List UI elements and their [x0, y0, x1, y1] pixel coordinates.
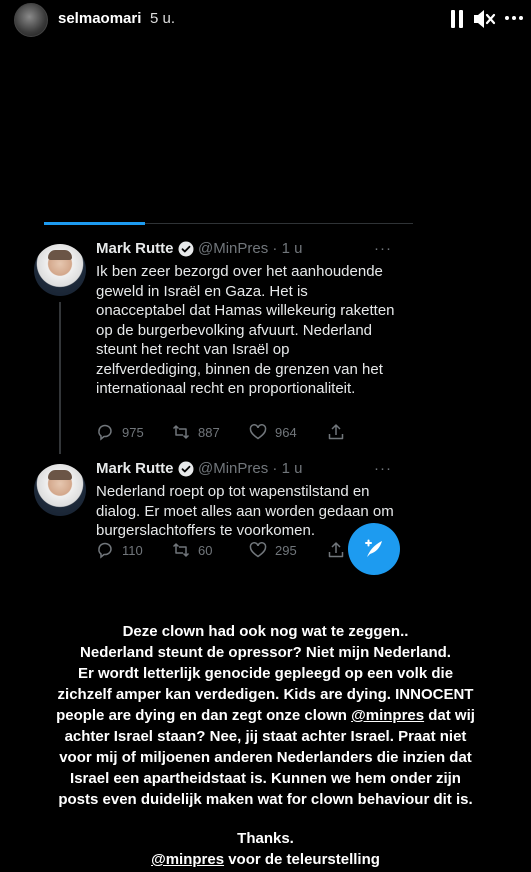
retweet-button[interactable]: [172, 422, 220, 442]
tab-divider: [145, 223, 413, 224]
caption-line: Nederland steunt de opressor? Niet mijn Nederland.: [80, 644, 451, 661]
signoff-text: voor de teleurstelling: [224, 851, 380, 868]
tweet-actions: [96, 540, 366, 560]
reply-count: 975: [122, 424, 144, 440]
mute-icon[interactable]: [472, 8, 496, 30]
caption-line: [10, 705, 521, 726]
share-icon: [327, 423, 345, 441]
caption-line: posts even duidelijk maken wat for clown behaviour dit is.: [58, 791, 473, 808]
tweet-1[interactable]: [18, 226, 413, 452]
mention-link[interactable]: @minpres: [151, 851, 225, 868]
tweet-handle[interactable]: @MinPres · 1 u: [198, 460, 303, 477]
caption-line: achter Israel staan? Nee, jij staat achter Israel. Praat niet: [64, 728, 467, 745]
tweet-text: Ik ben zeer bezorgd over het aanhoudende geweld in Israël en Gaza. Het is onacceptabel dat Hamas willekeurig raketten op de burgerbevolking afvuurt. Nederland steunt het recht van Israël op zelfverdediging, binnen de grenzen van het internationaal recht en proportionaliteit.: [96, 263, 395, 397]
thread-line: [59, 302, 61, 454]
reply-count: 110: [122, 542, 143, 558]
reply-button[interactable]: [96, 540, 143, 560]
retweet-icon: [172, 541, 190, 559]
avatar[interactable]: [14, 3, 48, 37]
like-button[interactable]: [249, 540, 297, 560]
retweet-icon: [172, 423, 190, 441]
compose-tweet-icon: [362, 537, 386, 561]
tweet-text: Nederland roept op tot wapenstilstand en dialog. Er moet alles aan worden gedaan om burgerslachtoffers te voorkomen.: [96, 483, 394, 539]
story-signoff: [0, 828, 531, 870]
retweet-button[interactable]: [172, 540, 212, 560]
tweet-avatar[interactable]: [34, 464, 86, 516]
pause-icon[interactable]: [450, 10, 464, 28]
story-time: 5 u.: [150, 10, 176, 27]
share-icon: [327, 541, 345, 559]
story-caption: [10, 621, 521, 810]
tweet-author-name[interactable]: Mark Rutte: [96, 460, 174, 477]
compose-tweet-button[interactable]: [348, 523, 400, 575]
retweet-count: 60: [198, 542, 213, 558]
reply-button[interactable]: [96, 422, 144, 442]
caption-line: Deze clown had ook nog wat te zeggen..: [122, 623, 409, 640]
like-icon: [249, 423, 267, 441]
tweet-actions: [96, 422, 366, 442]
share-button[interactable]: [327, 540, 345, 560]
story-header: [0, 0, 531, 44]
tweet-more-icon[interactable]: ···: [374, 240, 392, 257]
caption-line: zichzelf amper kan verdedigen. Kids are dying. INNOCENT: [57, 686, 474, 703]
like-button[interactable]: [249, 422, 297, 442]
like-icon: [249, 541, 267, 559]
more-icon[interactable]: [505, 16, 525, 22]
verified-icon: [178, 461, 194, 477]
thanks-line: Thanks.: [237, 830, 294, 847]
reply-icon: [96, 541, 114, 559]
tweet-screenshot: [18, 222, 413, 572]
caption-text: dat wij: [424, 707, 475, 724]
retweet-count: 887: [198, 424, 220, 440]
like-count: 964: [275, 424, 297, 440]
reply-icon: [96, 423, 114, 441]
story-username[interactable]: selmaomari: [58, 10, 142, 27]
caption-line: Israel een apartheidstaat is. Kunnen we hem onder zijn: [70, 770, 461, 787]
verified-icon: [178, 241, 194, 257]
tweet-more-icon[interactable]: ···: [374, 460, 392, 477]
mention-link[interactable]: @minpres: [351, 707, 425, 724]
tweet-avatar[interactable]: [34, 244, 86, 296]
tweet-handle[interactable]: @MinPres · 1 u: [198, 240, 303, 257]
tab-underline: [44, 222, 145, 225]
caption-text: people are dying en dan zegt onze clown: [56, 707, 352, 724]
like-count: 295: [275, 542, 297, 558]
tweet-author-name[interactable]: Mark Rutte: [96, 240, 174, 257]
share-button[interactable]: [327, 422, 345, 442]
signoff-line: [0, 849, 531, 870]
caption-line: Er wordt letterlijk genocide gepleegd op een volk die: [77, 665, 454, 682]
caption-line: voor mij of miljoenen anderen Nederlanders die inzien dat: [59, 749, 472, 766]
